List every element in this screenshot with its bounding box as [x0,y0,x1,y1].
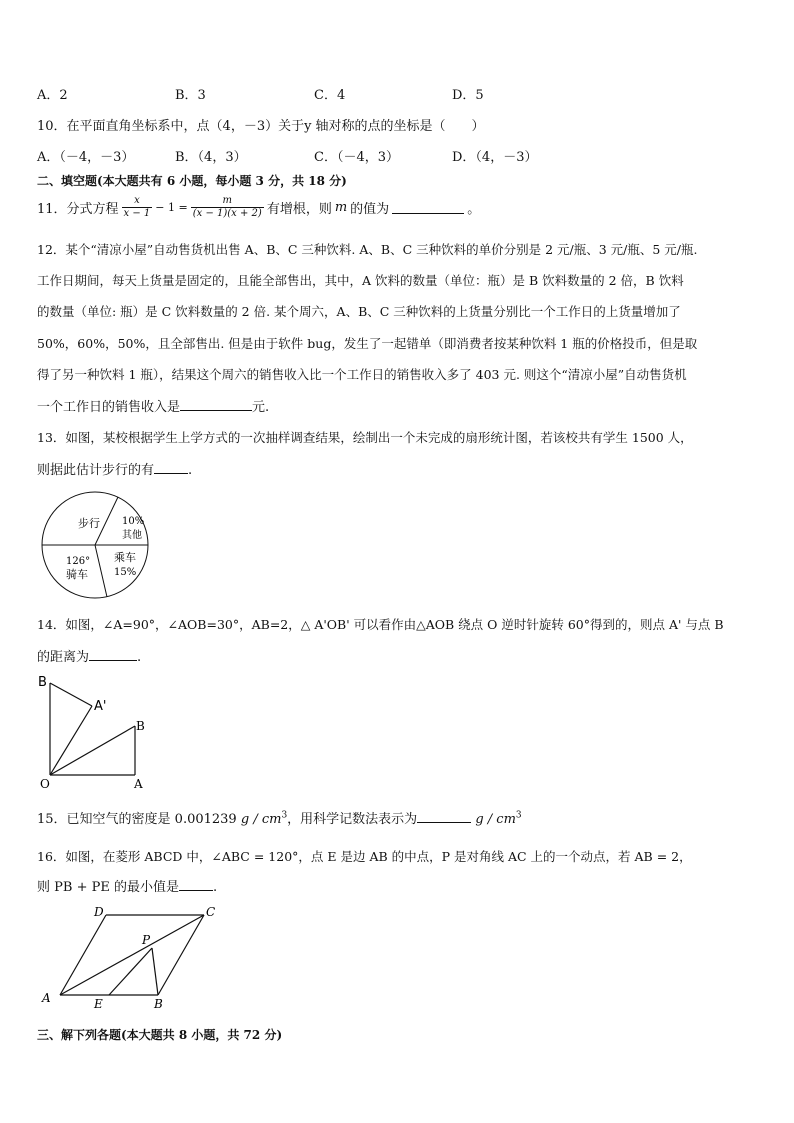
q16-fig-label-b: B [154,997,163,1010]
q11-line [37,195,480,220]
q13-line-2-text: 则据此估计步行的有 [37,463,155,478]
q15-unit-2: g / cm [475,812,516,827]
q11-answer-blank [392,201,464,214]
q12-line-4: 50%，60%，50%，且全部售出. 但是由于软件 bug，发生了一起错单（即消费者按某种饮料 1 瓶的价格投币，但是取 [37,336,698,351]
q16-fig-label-d: D [94,905,104,919]
q10-option-c: C．（－4，3） [314,150,399,165]
q12-line-1: 12．某个“清凉小屋”自动售货机出售 A、B、C 三种饮料. A、B、C 三种饮料的单价分别是 2 元/瓶、3 元/瓶、5 元/瓶. [37,242,698,257]
section-2-heading: 二、填空题(本大题共有 6 小题，每小题 3 分，共 18 分) [37,174,347,188]
pie-label-other: 其他 [122,530,142,541]
q14-fig-label-b-prime: B [38,675,47,690]
q9-option-c: C．4 [314,88,346,103]
q12-line-6 [37,396,269,415]
pie-label-bus-pct: 15% [114,567,137,578]
q9-option-b: B．3 [175,88,206,103]
q11-f2-denominator: (x − 1)(x + 2) [192,208,262,219]
q14-fig-label-b: B [136,719,145,733]
q11-minus-one: − 1 = [155,201,188,214]
q11-f2-numerator: m [191,195,264,208]
q10-stem: 10．在平面直角坐标系中，点（4，－3）关于y 轴对称的点的坐标是（ ） [37,119,485,134]
q14-fig-label-a-prime: A' [94,699,107,714]
q15-middle: ，用科学记数法表示为 [287,812,418,827]
q13-pie-figure [38,490,156,602]
q12-answer-blank [180,398,252,411]
q10-option-d: D．（4，－3） [452,150,538,165]
q12-line-5: 得了另一种饮料 1 瓶），结果这个周六的销售收入比一个工作日的销售收入多了 403 元. 则这个“清凉小屋”自动售货机 [37,367,687,382]
q14-line-2-text: 的距离为 [37,650,90,665]
q15-answer-blank [417,810,471,823]
q14-fig-label-o: O [40,777,50,791]
q15-unit-1-sup: 3 [281,810,288,821]
q16-fig-label-p: P [142,933,151,947]
q11-f1-numerator: x [122,195,153,208]
q13-line-2 [37,459,192,478]
q16-line-2 [37,876,217,895]
q11-suffix-1: 有增根，则 [266,202,332,217]
pie-label-bike-deg: 126° [66,556,91,567]
q10-option-a: A．（－4，－3） [37,150,135,165]
q15-unit-1: g / cm [240,812,282,827]
q16-fig-label-a: A [42,991,51,1005]
q15-line [37,808,522,827]
q12-line-6-text: 一个工作日的销售收入是 [37,400,181,415]
pie-label-bike: 骑车 [66,568,88,581]
q10-option-b: B．（4，3） [175,150,247,165]
q15-prefix: 15．已知空气的密度是 0.001239 [37,812,237,827]
q12-line-2: 工作日期间，每天上货量是固定的，且能全部售出，其中，A 饮料的数量（单位：瓶）是 B 饮料数量的 2 倍，B 饮料 [37,273,684,288]
q16-end: . [212,880,218,895]
q16-fig-label-c: C [206,905,216,919]
q14-fig-label-a: A [134,777,143,791]
q14-line-1: 14．如图，∠A=90°，∠AOB=30°，AB=2，△ A'OB' 可以看作由△AOB 绕点 O 逆时针旋转 60°得到的，则点 A' 与点 B [37,617,724,632]
q11-f1-denominator: x − 1 [123,208,151,219]
q16-answer-blank [179,878,213,891]
q12-line-6-end: 元. [252,400,270,415]
q11-end: 。 [467,202,481,217]
q16-line-1: 16．如图，在菱形 ABCD 中，∠ABC = 120°，点 E 是边 AB 的中点，P 是对角线 AC 上的一个动点，若 AB = 2， [37,849,692,864]
q11-prefix: 11．分式方程 [37,202,119,217]
q12-line-3: 的数量（单位: 瓶）是 C 饮料数量的 2 倍. 某个周六，A、B、C 三种饮料的上货量分别比一个工作日的上货量增加了 [37,304,681,319]
pie-label-walk: 步行 [78,517,100,530]
q9-option-a: A．2 [37,88,68,103]
q13-answer-blank [154,461,188,474]
q16-line-2-text: 则 PB + PE 的最小值是 [37,880,179,895]
pie-label-bus: 乘车 [114,551,136,564]
section-3-heading: 三、解下列各题(本大题共 8 小题，共 72 分) [37,1028,283,1042]
q9-option-d: D．5 [452,88,484,103]
q14-line-2 [37,646,141,665]
q16-rhombus-figure [36,900,226,1010]
q11-fraction-1 [122,195,153,220]
q15-unit-2-sup: 3 [515,810,522,821]
pie-label-other-pct: 10% [122,516,145,527]
q14-rotation-figure [30,668,160,798]
q13-end: . [188,463,193,478]
q14-end: . [137,650,142,665]
q13-line-1: 13．如图，某校根据学生上学方式的一次抽样调查结果，绘制出一个未完成的扇形统计图，若该校共有学生 1500 人， [37,430,693,445]
q11-fraction-2 [191,195,264,220]
q14-answer-blank [89,648,137,661]
q11-suffix-2: 的值为 [350,202,390,217]
q11-var-m: m [334,200,348,215]
q16-fig-label-e: E [94,997,103,1010]
